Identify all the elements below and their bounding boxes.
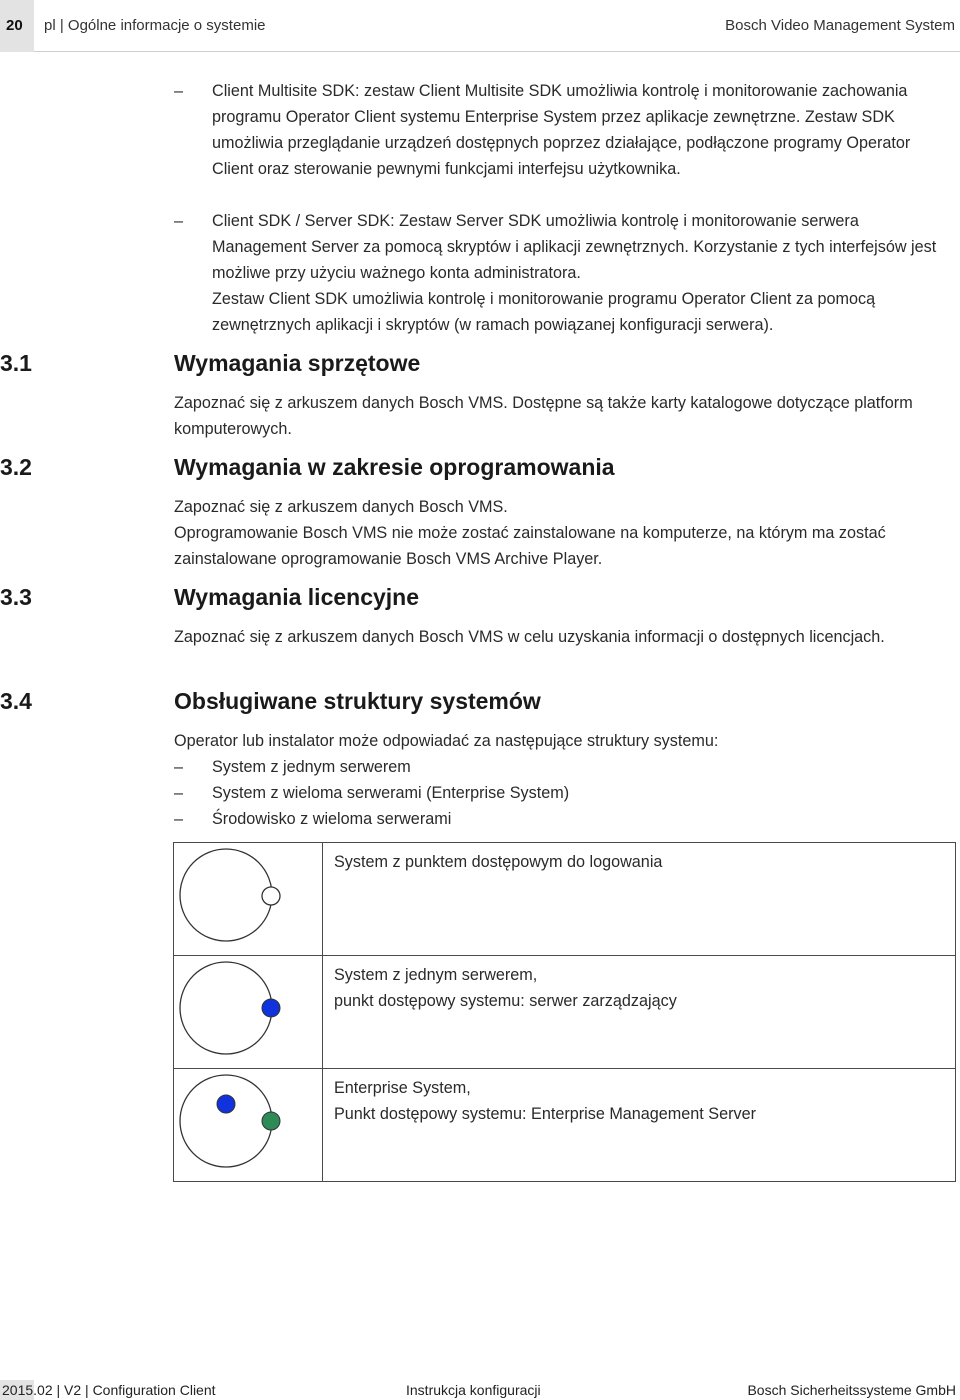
section-body-hardware: Zapoznać się z arkuszem danych Bosch VMS. Dostępne są także karty katalogowe dotyczące platform komputerowych. bbox=[174, 394, 913, 438]
section-title-software: Wymagania w zakresie oprogramowania bbox=[174, 454, 615, 480]
section-title-structures: Obsługiwane struktury systemów bbox=[174, 688, 541, 714]
bullet-text: System z wieloma serwerami (Enterprise System) bbox=[212, 784, 570, 802]
bullet-text: Środowisko z wieloma serwerami bbox=[212, 810, 452, 828]
section-body-licensing: Zapoznać się z arkuszem danych Bosch VMS w celu uzyskania informacji o dostępnych licencjach. bbox=[174, 628, 885, 646]
bullet-text: System z jednym serwerem bbox=[212, 758, 411, 776]
page-number-box bbox=[0, 0, 36, 52]
bullet-dash: – bbox=[174, 82, 184, 100]
page-footer bbox=[0, 1380, 960, 1400]
section-body-structures: Operator lub instalator może odpowiadać za następujące struktury systemu: bbox=[174, 732, 719, 750]
bullet-dash: – bbox=[174, 758, 184, 776]
single-server-diagram-icon bbox=[174, 956, 323, 1068]
header-section-title: pl | Ogólne informacje o systemie bbox=[44, 17, 266, 34]
bullet-dash: – bbox=[174, 810, 184, 828]
diagram-row-text bbox=[334, 1075, 934, 1127]
intro-paragraph-client-sdk: Zestaw Client SDK umożliwia kontrolę i monitorowanie programu Operator Client za pomocą zewnętrznych aplikacji i skryptów (w ramach powiązanej konfiguracji serwera). bbox=[212, 290, 876, 334]
diagram-row-line: System z punktem dostępowym do logowania bbox=[334, 853, 663, 871]
diagram-row-line: System z jednym serwerem, bbox=[334, 966, 538, 984]
diagram-row-text bbox=[334, 849, 934, 875]
bullet-text: Client SDK / Server SDK: Zestaw Server SDK umożliwia kontrolę i monitorowanie serwera Management Server za pomocą skryptów i aplikacji zewnętrznych. Korzystanie z tych interfejsów jest możliwe przy użyciu ważnego konta administratora. bbox=[212, 212, 937, 282]
bullet-dash: – bbox=[174, 212, 184, 230]
footer-version: 2015.02 | V2 | Configuration Client bbox=[2, 1382, 216, 1398]
section-title-hardware: Wymagania sprzętowe bbox=[174, 350, 421, 376]
system-circle bbox=[180, 1075, 272, 1167]
table-row bbox=[174, 956, 955, 1069]
diagram-row-line: punkt dostępowy systemu: serwer zarządzający bbox=[334, 992, 677, 1010]
table-row bbox=[174, 843, 955, 956]
system-circle bbox=[180, 849, 272, 941]
section-number: 3.2 bbox=[0, 454, 32, 480]
enterprise-server-dot bbox=[262, 1112, 280, 1130]
section-body-software: Zapoznać się z arkuszem danych Bosch VMS. bbox=[174, 498, 508, 516]
bullet-dash: – bbox=[174, 784, 184, 802]
page-number: 20 bbox=[6, 17, 23, 34]
table-row bbox=[174, 1069, 955, 1181]
login-access-point-diagram-icon bbox=[174, 843, 323, 955]
enterprise-system-diagram-icon bbox=[174, 1069, 323, 1181]
bullet-text: Client Multisite SDK: zestaw Client Multisite SDK umożliwia kontrolę i monitorowanie zachowania programu Operator Client systemu Enterprise System przez aplikacje zewnętrzne. Zestaw SDK umożliwia przeglądanie urządzeń dostępnych poprzez działające, podłączone programy Operator Client oraz sterowanie pewnymi funkcjami interfejsu użytkownika. bbox=[212, 82, 911, 178]
system-circle bbox=[180, 962, 272, 1054]
management-server-dot bbox=[262, 999, 280, 1017]
diagram-row-line: Punkt dostępowy systemu: Enterprise Management Server bbox=[334, 1105, 756, 1123]
section-title-licensing: Wymagania licencyjne bbox=[174, 584, 420, 610]
management-server-dot bbox=[217, 1095, 235, 1113]
footer-company: Bosch Sicherheitssysteme GmbH bbox=[747, 1382, 956, 1398]
header-divider bbox=[34, 51, 960, 52]
header-product-name: Bosch Video Management System bbox=[725, 17, 955, 34]
access-point-dot bbox=[262, 887, 280, 905]
section-body-software-note: Oprogramowanie Bosch VMS nie może zostać zainstalowane na komputerze, na którym ma zostać zainstalowane oprogramowanie Bosch VMS Archive Player. bbox=[174, 524, 886, 568]
page-header bbox=[0, 0, 960, 52]
section-number: 3.4 bbox=[0, 688, 32, 714]
section-number: 3.3 bbox=[0, 584, 32, 610]
section-number: 3.1 bbox=[0, 350, 32, 376]
diagram-row-text bbox=[334, 962, 934, 1014]
system-structure-table bbox=[173, 842, 956, 1182]
diagram-row-line: Enterprise System, bbox=[334, 1079, 471, 1097]
footer-doc-type: Instrukcja konfiguracji bbox=[406, 1382, 541, 1398]
